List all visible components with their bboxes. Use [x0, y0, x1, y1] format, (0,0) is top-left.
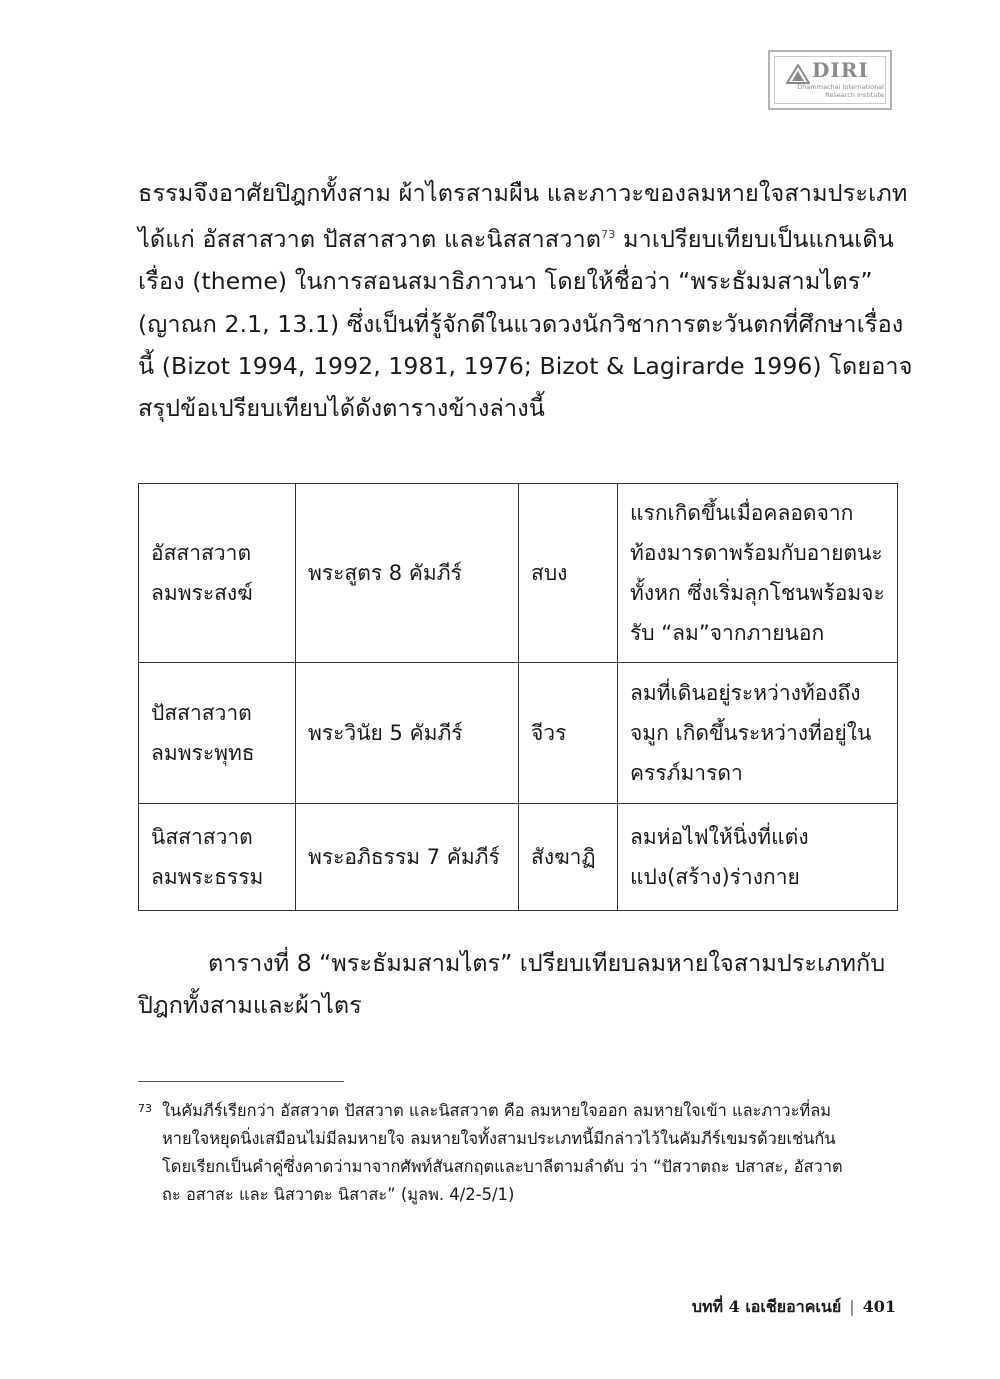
- description-cell: ลมที่เดินอยู่ระหว่างท้องถึง จมูก เกิดขึ้นระหว่างที่อยู่ใน ครรภ์มารดา: [618, 663, 898, 804]
- footnote-line: หายใจหยุดนิ่งเสมือนไม่มีลมหายใจ ลมหายใจทั้งสามประเภทนี้มีกล่าวไว้ในคัมภีร์เขมรด้วยเช่นกัน: [162, 1129, 836, 1148]
- logo-name: DIRI: [812, 58, 869, 82]
- pitaka-cell: พระอภิธรรม 7 คัมภีร์: [296, 804, 519, 911]
- footnote: [138, 1097, 908, 1209]
- logo-subtitle: Dhammachai International Research Institute: [797, 83, 884, 99]
- description-cell: ลมห่อไฟให้นิ่งที่แต่ง แปง(สร้าง)ร่างกาย: [618, 804, 898, 911]
- paragraph-line: เรื่อง (theme) ในการสอนสมาธิภาวนา โดยให้ชื่อว่า “พระธัมมสามไตร”: [138, 267, 873, 296]
- footnote-divider: [138, 1081, 344, 1082]
- caption-line: ปิฎกทั้งสามและผ้าไตร: [138, 991, 362, 1019]
- chapter-title: บทที่ 4 เอเชียอาคเนย์: [691, 1297, 842, 1316]
- pitaka-cell: พระสูตร 8 คัมภีร์: [296, 484, 519, 663]
- diri-logo: [768, 50, 892, 110]
- comparison-table: [138, 483, 898, 911]
- description-cell: แรกเกิดขึ้นเมื่อคลอดจาก ท้องมารดาพร้อมกับอายตนะ ทั้งหก ซึ่งเริ่มลุกโชนพร้อมจะ รับ “ลม”จากภายนอก: [618, 484, 898, 663]
- footnote-line: โดยเรียกเป็นคำคู่ซึ่งคาดว่ามาจากศัพท์สันสกฤตและบาลีตามลำดับ ว่า “ปัสวาตถะ ปสาสะ, อัสวาต: [162, 1157, 843, 1176]
- robe-cell: จีวร: [519, 663, 618, 804]
- footnote-ref[interactable]: 73: [601, 228, 616, 242]
- body-paragraph: [138, 172, 913, 429]
- breath-cell: อัสสาสวาต ลมพระสงฆ์: [139, 484, 296, 663]
- footer-separator: |: [849, 1297, 855, 1316]
- footnote-text: [162, 1097, 908, 1209]
- table-row: [139, 663, 898, 804]
- robe-cell: สังฆาฏิ: [519, 804, 618, 911]
- paragraph-line: นี้ (Bizot 1994, 1992, 1981, 1976; Bizot & Lagirarde 1996) โดยอาจ: [138, 351, 913, 380]
- robe-cell: สบง: [519, 484, 618, 663]
- paragraph-line: ธรรมจึงอาศัยปิฎกทั้งสาม ผ้าไตรสามผืน และภาวะของลมหายใจสามประเภท: [138, 179, 908, 207]
- breath-cell: ปัสสาสวาต ลมพระพุทธ: [139, 663, 296, 804]
- breath-cell: นิสสาสวาต ลมพระธรรม: [139, 804, 296, 911]
- pitaka-cell: พระวินัย 5 คัมภีร์: [296, 663, 519, 804]
- footnote-line: ถะ อสาสะ และ นิสวาตะ นิสาสะ” (มูลพ. 4/2-5/1): [162, 1185, 515, 1204]
- table-row: [139, 484, 898, 663]
- table-row: [139, 804, 898, 911]
- running-footer: [692, 1295, 896, 1320]
- paragraph-line: สรุปข้อเปรียบเทียบได้ดังตารางข้างล่างนี้: [138, 394, 545, 423]
- caption-line: ตารางที่ 8 “พระธัมมสามไตร” เปรียบเทียบลมหายใจสามประเภทกับ: [208, 949, 886, 977]
- paragraph-line: (ญาณก 2.1, 13.1) ซึ่งเป็นที่รู้จักดีในแวดวงนักวิชาการตะวันตกที่ศึกษาเรื่อง: [138, 309, 904, 338]
- table-caption: [138, 942, 898, 1026]
- footnote-line: ในคัมภีร์เรียกว่า อัสสวาต ปัสสวาต และนิสสวาต คือ ลมหายใจออก ลมหายใจเข้า และภาวะที่ลม: [162, 1101, 832, 1120]
- paragraph-line: ได้แก่ อัสสาสวาต ปัสสาสวาต และนิสสาสวาต$^{73}$ มาเปรียบเทียบเป็นแกนเดิน: [138, 225, 894, 254]
- page-number: 401: [862, 1297, 896, 1316]
- triangle-logo-icon: [786, 64, 810, 84]
- footnote-number: 73: [138, 1102, 152, 1115]
